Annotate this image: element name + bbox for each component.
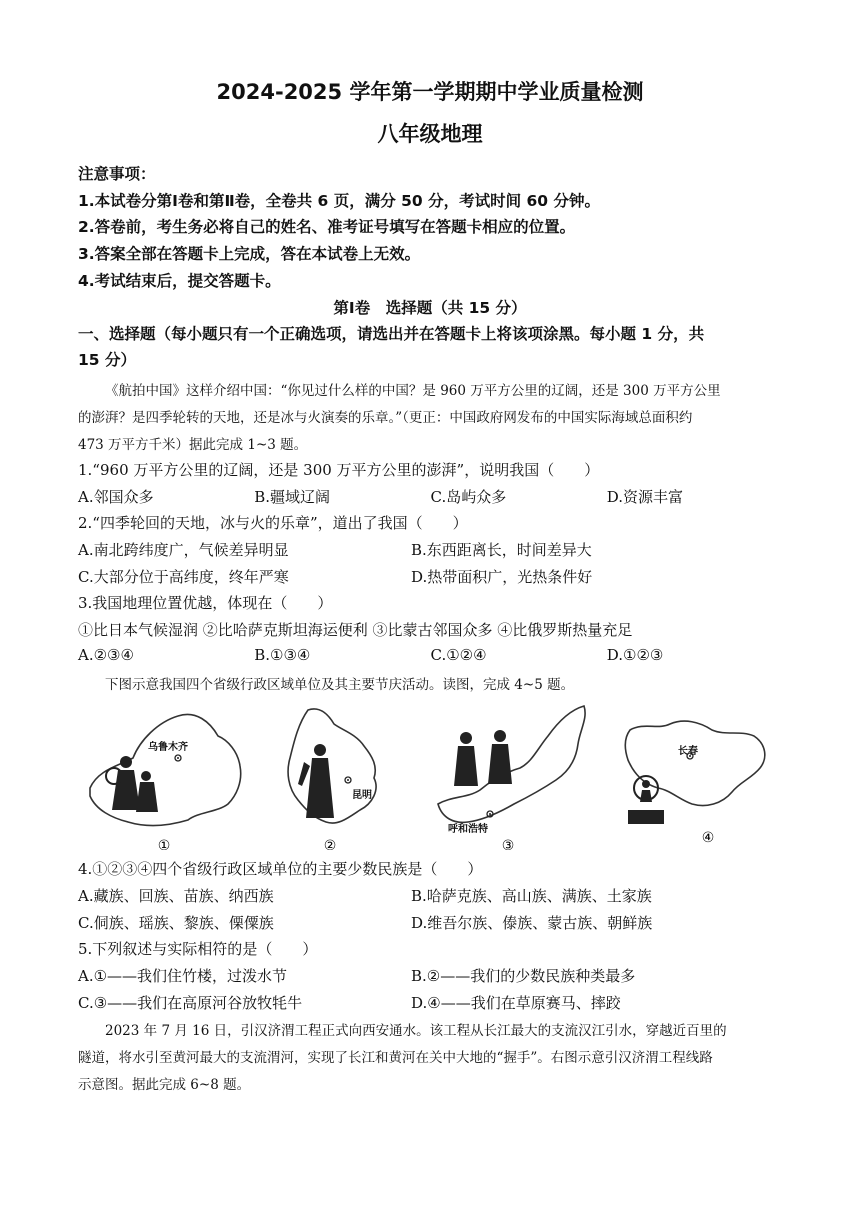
map-3-inner-mongolia: [428, 700, 598, 850]
yunnan-outline-icon: [268, 700, 408, 850]
option-b: B.②——我们的少数民族种类最多: [411, 967, 636, 985]
option-a: A.①——我们住竹楼，过泼水节: [78, 967, 288, 985]
note-item-1: 1.本试卷分第Ⅰ卷和第Ⅱ卷，全卷共 6 页，满分 50 分，考试时间 60 分钟。: [78, 192, 600, 210]
question-4-options-row2: [78, 912, 783, 933]
city-label: 昆明: [352, 790, 372, 801]
passage1-line2: 的澎湃？是四季轮转的天地，还是冰与火演奏的乐章。”（更正：中国政府网发布的中国实际海域总面积约: [78, 410, 693, 426]
option-b: B.疆域辽阔: [254, 488, 331, 506]
note-item-3: 3.答案全部在答题卡上完成，答在本试卷上无效。: [78, 245, 421, 263]
province-maps: [78, 700, 783, 850]
question-3-statements: ①比日本气候湿润 ②比哈萨克斯坦海运便利 ③比蒙古邻国众多 ④比俄罗斯热量充足: [78, 621, 633, 639]
option-b: B.①③④: [254, 646, 311, 664]
jilin-outline-icon: [608, 700, 783, 850]
passage1-line1: 《航拍中国》这样介绍中国：“你见过什么样的中国？是 960 万平方公里的辽阔，还是 300 万平方公里: [105, 383, 721, 399]
question-5-stem: 5.下列叙述与实际相符的是（ ）: [78, 940, 318, 958]
option-d: D.④——我们在草原赛马、摔跤: [411, 994, 621, 1012]
option-a: A.藏族、回族、苗族、纳西族: [78, 887, 274, 905]
option-c: C.大部分位于高纬度，终年严寒: [78, 568, 289, 586]
question-2-options-row1: [78, 539, 783, 560]
option-c: C.侗族、瑶族、黎族、傈僳族: [78, 914, 274, 932]
question-3-stem: 3.我国地理位置优越，体现在（ ）: [78, 594, 333, 612]
option-d: D.维吾尔族、傣族、蒙古族、朝鲜族: [411, 914, 653, 932]
option-d: D.热带面积广，光热条件好: [411, 568, 593, 586]
map-number: ③: [501, 838, 515, 850]
section-title: 第Ⅰ卷 选择题（共 15 分）: [333, 299, 527, 317]
passage3-line2: 隧道，将水引至黄河最大的支流渭河，实现了长江和黄河在关中大地的“握手”。右图示意引汉济渭工程线路: [78, 1050, 713, 1066]
notes-heading: 注意事项：: [78, 165, 156, 183]
option-a: A.邻国众多: [78, 488, 154, 506]
option-b: B.哈萨克族、高山族、满族、土家族: [411, 887, 652, 905]
passage3-line1: 2023 年 7 月 16 日，引汉济渭工程正式向西安通水。该工程从长江最大的支流汉江引水，穿越近百里的: [105, 1023, 727, 1039]
option-c: C.③——我们在高原河谷放牧牦牛: [78, 994, 303, 1012]
passage2-text: 下图示意我国四个省级行政区域单位及其主要节庆活动。读图，完成 4~5 题。: [105, 677, 575, 693]
question-4-options-row1: [78, 885, 783, 906]
passage3-line3: 示意图。据此完成 6~8 题。: [78, 1077, 251, 1093]
map-number: ②: [323, 838, 337, 850]
question-2-options-row2: [78, 566, 783, 587]
city-label: 长春: [678, 746, 698, 757]
question-5-options-row2: [78, 992, 783, 1013]
section-instruction-line2: 15 分）: [78, 351, 136, 369]
section-instruction-line1: 一、选择题（每小题只有一个正确选项，请选出并在答题卡上将该项涂黑。每小题 1 分，共: [78, 325, 705, 343]
passage1-line3: 473 万平方千米）据此完成 1~3 题。: [78, 437, 308, 453]
option-a: A.②③④: [78, 646, 134, 664]
map-1-xinjiang: [78, 700, 253, 850]
option-c: C.岛屿众多: [430, 488, 507, 506]
option-a: A.南北跨纬度广，气候差异明显: [78, 541, 289, 559]
xinjiang-outline-icon: [78, 700, 253, 850]
question-1-options: [78, 486, 783, 507]
question-3-options: [78, 646, 783, 664]
note-item-4: 4.考试结束后，提交答题卡。: [78, 272, 281, 290]
map-number: ①: [157, 838, 171, 850]
city-label: 呼和浩特: [448, 824, 488, 835]
note-item-2: 2.答卷前，考生务必将自己的姓名、准考证号填写在答题卡相应的位置。: [78, 218, 576, 236]
question-5-options-row1: [78, 965, 783, 986]
option-b: B.东西距离长，时间差异大: [411, 541, 592, 559]
map-number: ④: [701, 830, 715, 846]
question-1-stem: 1.“960 万平方公里的辽阔，还是 300 万平方公里的澎湃”，说明我国（ ）: [78, 461, 600, 479]
city-label: 乌鲁木齐: [148, 742, 188, 753]
map-4-jilin: [608, 700, 783, 850]
option-d: D.资源丰富: [606, 488, 684, 506]
map-2-yunnan: [268, 700, 408, 850]
exam-subject: 八年级地理: [377, 122, 483, 146]
question-4-stem: 4.①②③④四个省级行政区域单位的主要少数民族是（ ）: [78, 860, 483, 878]
exam-title: 2024-2025 学年第一学期期中学业质量检测: [216, 80, 644, 104]
option-d: D.①②③: [606, 646, 664, 664]
option-c: C.①②④: [430, 646, 487, 664]
question-2-stem: 2.“四季轮回的天地，冰与火的乐章”，道出了我国（ ）: [78, 514, 468, 532]
